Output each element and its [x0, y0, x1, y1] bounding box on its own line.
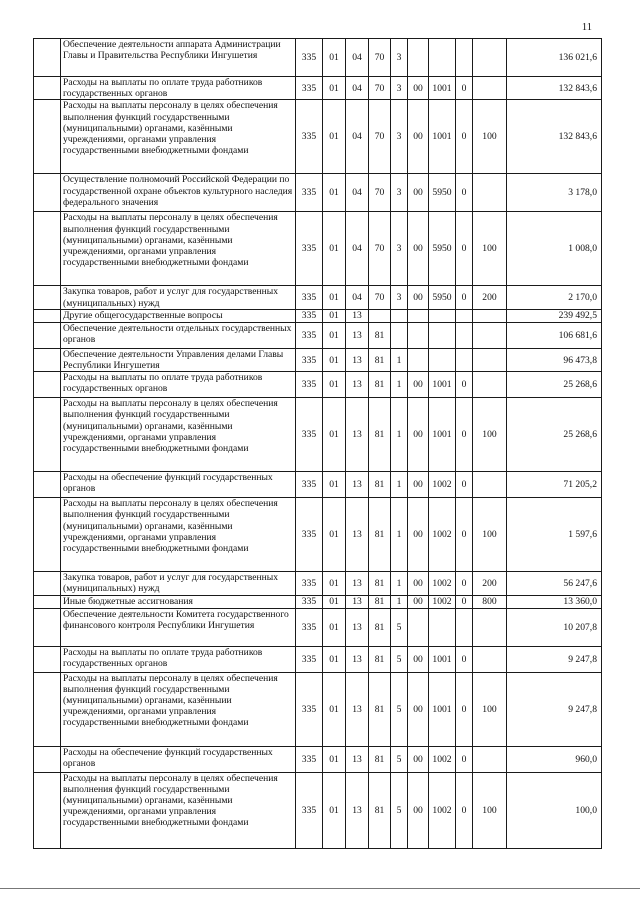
- row-event-code: 00: [408, 77, 429, 100]
- row-direction-code: 1001: [429, 646, 456, 672]
- row-admin-code: 335: [296, 595, 323, 608]
- row-admin-code: 335: [296, 472, 323, 498]
- row-direction-code: 1001: [429, 372, 456, 398]
- row-amount: 96 473,8: [507, 348, 602, 371]
- row-program-code: 81: [369, 595, 391, 608]
- row-amount: 136 021,6: [507, 39, 602, 77]
- budget-table-body: [34, 39, 602, 849]
- row-name: Расходы на выплаты персоналу в целях обеспечения выполнения функций государственными (муниципальными) органами, казёнными учреждениями, органами управления государственными внебюджетными фондами: [61, 498, 296, 572]
- row-extra-code: 0: [456, 100, 473, 174]
- row-blank-cell: [34, 646, 61, 672]
- row-extra-code: [456, 39, 473, 77]
- row-direction-code: 5950: [429, 286, 456, 309]
- row-subsection-code: 13: [346, 498, 369, 572]
- row-section-code: 01: [323, 646, 346, 672]
- row-section-code: 01: [323, 498, 346, 572]
- row-section-code: 01: [323, 572, 346, 595]
- table-row: [34, 672, 602, 746]
- row-subprogram-code: [391, 322, 408, 348]
- row-name: Обеспечение деятельности аппарата Администрации Главы и Правительства Республики Ингушетия: [61, 39, 296, 77]
- row-subsection-code: 13: [346, 472, 369, 498]
- row-blank-cell: [34, 608, 61, 646]
- row-blank-cell: [34, 286, 61, 309]
- row-subprogram-code: 3: [391, 212, 408, 286]
- row-admin-code: 335: [296, 39, 323, 77]
- row-subprogram-code: 1: [391, 572, 408, 595]
- row-subprogram-code: 5: [391, 772, 408, 848]
- row-program-code: 81: [369, 746, 391, 772]
- row-event-code: [408, 322, 429, 348]
- row-subsection-code: 04: [346, 77, 369, 100]
- row-direction-code: [429, 322, 456, 348]
- row-expense-type: [473, 472, 507, 498]
- row-event-code: 00: [408, 174, 429, 212]
- row-amount: 13 360,0: [507, 595, 602, 608]
- table-row: [34, 372, 602, 398]
- row-name: Расходы на выплаты по оплате труда работников государственных органов: [61, 372, 296, 398]
- row-expense-type: 200: [473, 572, 507, 595]
- row-extra-code: 0: [456, 572, 473, 595]
- row-subsection-code: 13: [346, 646, 369, 672]
- row-event-code: 00: [408, 772, 429, 848]
- row-section-code: 01: [323, 77, 346, 100]
- row-direction-code: [429, 608, 456, 646]
- row-section-code: 01: [323, 746, 346, 772]
- row-program-code: 81: [369, 646, 391, 672]
- row-direction-code: 1001: [429, 100, 456, 174]
- row-direction-code: 5950: [429, 212, 456, 286]
- row-program-code: 81: [369, 672, 391, 746]
- row-direction-code: [429, 309, 456, 322]
- row-blank-cell: [34, 498, 61, 572]
- row-blank-cell: [34, 672, 61, 746]
- row-subprogram-code: 3: [391, 77, 408, 100]
- row-blank-cell: [34, 398, 61, 472]
- row-section-code: 01: [323, 174, 346, 212]
- row-name: Осуществление полномочий Российской Федерации по государственной охране объектов культурного наследия федерального значения: [61, 174, 296, 212]
- table-row: [34, 398, 602, 472]
- row-extra-code: 0: [456, 498, 473, 572]
- row-subprogram-code: 1: [391, 472, 408, 498]
- table-row: [34, 646, 602, 672]
- budget-table: [33, 38, 602, 849]
- row-subsection-code: 13: [346, 348, 369, 371]
- row-event-code: 00: [408, 672, 429, 746]
- row-direction-code: 5950: [429, 174, 456, 212]
- row-extra-code: [456, 608, 473, 646]
- row-subsection-code: 04: [346, 39, 369, 77]
- row-program-code: 81: [369, 322, 391, 348]
- row-name: Закупка товаров, работ и услуг для государственных (муниципальных) нужд: [61, 286, 296, 309]
- row-admin-code: 335: [296, 212, 323, 286]
- row-name: Расходы на выплаты персоналу в целях обеспечения выполнения функций государственными (муниципальными) органами, казёнными учреждениями, органами управления государственными внебюджетными фондами: [61, 398, 296, 472]
- row-subsection-code: 13: [346, 398, 369, 472]
- row-program-code: 81: [369, 498, 391, 572]
- row-amount: 106 681,6: [507, 322, 602, 348]
- row-subprogram-code: 3: [391, 174, 408, 212]
- row-direction-code: 1002: [429, 772, 456, 848]
- table-row: [34, 322, 602, 348]
- row-expense-type: [473, 646, 507, 672]
- row-name: Другие общегосударственные вопросы: [61, 309, 296, 322]
- row-program-code: 70: [369, 77, 391, 100]
- row-expense-type: 100: [473, 100, 507, 174]
- row-blank-cell: [34, 746, 61, 772]
- row-admin-code: 335: [296, 77, 323, 100]
- row-section-code: 01: [323, 472, 346, 498]
- row-event-code: 00: [408, 498, 429, 572]
- row-event-code: [408, 608, 429, 646]
- row-expense-type: 100: [473, 398, 507, 472]
- row-program-code: 81: [369, 572, 391, 595]
- table-row: [34, 174, 602, 212]
- row-program-code: 81: [369, 348, 391, 371]
- row-section-code: 01: [323, 348, 346, 371]
- row-section-code: 01: [323, 286, 346, 309]
- row-section-code: 01: [323, 595, 346, 608]
- row-admin-code: 335: [296, 498, 323, 572]
- row-extra-code: 0: [456, 772, 473, 848]
- row-subsection-code: 13: [346, 608, 369, 646]
- row-expense-type: [473, 77, 507, 100]
- row-expense-type: [473, 322, 507, 348]
- row-expense-type: [473, 348, 507, 371]
- row-name: Расходы на выплаты по оплате труда работников государственных органов: [61, 646, 296, 672]
- row-program-code: 81: [369, 608, 391, 646]
- table-row: [34, 746, 602, 772]
- row-subsection-code: 04: [346, 100, 369, 174]
- row-event-code: [408, 309, 429, 322]
- table-row: [34, 212, 602, 286]
- row-name: Расходы на обеспечение функций государственных органов: [61, 472, 296, 498]
- row-expense-type: [473, 174, 507, 212]
- row-admin-code: 335: [296, 322, 323, 348]
- row-subsection-code: 13: [346, 372, 369, 398]
- row-blank-cell: [34, 309, 61, 322]
- row-direction-code: [429, 348, 456, 371]
- row-expense-type: 200: [473, 286, 507, 309]
- row-subsection-code: 13: [346, 595, 369, 608]
- row-program-code: 70: [369, 174, 391, 212]
- row-admin-code: 335: [296, 372, 323, 398]
- row-section-code: 01: [323, 398, 346, 472]
- row-expense-type: 100: [473, 672, 507, 746]
- row-name: Расходы на выплаты персоналу в целях обеспечения выполнения функций государственными (муниципальными) органами, казёнными учреждениями, органами управления государственными внебюджетными фондами: [61, 212, 296, 286]
- row-blank-cell: [34, 322, 61, 348]
- row-amount: 2 170,0: [507, 286, 602, 309]
- row-section-code: 01: [323, 772, 346, 848]
- row-event-code: [408, 348, 429, 371]
- row-extra-code: [456, 309, 473, 322]
- row-subprogram-code: 1: [391, 498, 408, 572]
- row-amount: 71 205,2: [507, 472, 602, 498]
- row-direction-code: 1002: [429, 746, 456, 772]
- row-extra-code: 0: [456, 77, 473, 100]
- row-blank-cell: [34, 77, 61, 100]
- row-subprogram-code: 3: [391, 286, 408, 309]
- row-program-code: [369, 309, 391, 322]
- row-subsection-code: 13: [346, 746, 369, 772]
- row-section-code: 01: [323, 372, 346, 398]
- row-admin-code: 335: [296, 672, 323, 746]
- row-direction-code: [429, 39, 456, 77]
- row-extra-code: 0: [456, 398, 473, 472]
- row-name: Расходы на выплаты по оплате труда работников государственных органов: [61, 77, 296, 100]
- row-amount: 132 843,6: [507, 77, 602, 100]
- row-subsection-code: 04: [346, 286, 369, 309]
- row-program-code: 70: [369, 39, 391, 77]
- row-direction-code: 1001: [429, 398, 456, 472]
- row-extra-code: 0: [456, 646, 473, 672]
- row-extra-code: 0: [456, 174, 473, 212]
- row-blank-cell: [34, 772, 61, 848]
- row-expense-type: [473, 746, 507, 772]
- row-section-code: 01: [323, 39, 346, 77]
- row-amount: 132 843,6: [507, 100, 602, 174]
- row-event-code: 00: [408, 572, 429, 595]
- row-direction-code: 1002: [429, 498, 456, 572]
- row-program-code: 70: [369, 286, 391, 309]
- row-subsection-code: 13: [346, 322, 369, 348]
- row-name: Обеспечение деятельности отдельных государственных органов: [61, 322, 296, 348]
- row-name: Обеспечение деятельности Комитета государственного финансового контроля Республики Ингушетия: [61, 608, 296, 646]
- row-event-code: 00: [408, 212, 429, 286]
- row-subsection-code: 13: [346, 572, 369, 595]
- table-row: [34, 608, 602, 646]
- row-event-code: 00: [408, 646, 429, 672]
- row-amount: 3 178,0: [507, 174, 602, 212]
- row-subprogram-code: 5: [391, 608, 408, 646]
- table-row: [34, 572, 602, 595]
- row-extra-code: 0: [456, 746, 473, 772]
- row-extra-code: 0: [456, 372, 473, 398]
- row-direction-code: 1002: [429, 595, 456, 608]
- row-admin-code: 335: [296, 174, 323, 212]
- row-subsection-code: 04: [346, 212, 369, 286]
- row-section-code: 01: [323, 608, 346, 646]
- row-subprogram-code: 1: [391, 348, 408, 371]
- row-admin-code: 335: [296, 286, 323, 309]
- table-row: [34, 100, 602, 174]
- row-amount: 9 247,8: [507, 646, 602, 672]
- row-extra-code: 0: [456, 595, 473, 608]
- row-amount: 1 008,0: [507, 212, 602, 286]
- row-program-code: 70: [369, 100, 391, 174]
- table-row: [34, 472, 602, 498]
- table-row: [34, 286, 602, 309]
- row-event-code: 00: [408, 100, 429, 174]
- row-admin-code: 335: [296, 572, 323, 595]
- row-amount: 25 268,6: [507, 372, 602, 398]
- row-program-code: 70: [369, 212, 391, 286]
- row-blank-cell: [34, 372, 61, 398]
- table-row: [34, 595, 602, 608]
- row-blank-cell: [34, 595, 61, 608]
- row-admin-code: 335: [296, 772, 323, 848]
- table-row: [34, 772, 602, 848]
- row-extra-code: 0: [456, 286, 473, 309]
- row-amount: 100,0: [507, 772, 602, 848]
- row-program-code: 81: [369, 372, 391, 398]
- row-expense-type: 800: [473, 595, 507, 608]
- row-subprogram-code: 5: [391, 672, 408, 746]
- row-subprogram-code: 1: [391, 398, 408, 472]
- row-amount: 25 268,6: [507, 398, 602, 472]
- table-row: [34, 498, 602, 572]
- row-admin-code: 335: [296, 646, 323, 672]
- row-extra-code: [456, 348, 473, 371]
- table-row: [34, 309, 602, 322]
- row-amount: 10 207,8: [507, 608, 602, 646]
- row-event-code: 00: [408, 286, 429, 309]
- row-event-code: 00: [408, 398, 429, 472]
- row-subsection-code: 13: [346, 672, 369, 746]
- row-amount: 9 247,8: [507, 672, 602, 746]
- row-direction-code: 1001: [429, 77, 456, 100]
- bottom-rule: [0, 888, 640, 889]
- row-admin-code: 335: [296, 309, 323, 322]
- row-expense-type: 100: [473, 212, 507, 286]
- row-section-code: 01: [323, 100, 346, 174]
- row-amount: 960,0: [507, 746, 602, 772]
- row-blank-cell: [34, 100, 61, 174]
- row-amount: 56 247,6: [507, 572, 602, 595]
- row-name: Обеспечение деятельности Управления делами Главы Республики Ингушетия: [61, 348, 296, 371]
- row-program-code: 81: [369, 772, 391, 848]
- row-expense-type: [473, 608, 507, 646]
- table-row: [34, 77, 602, 100]
- row-extra-code: 0: [456, 212, 473, 286]
- row-subprogram-code: 3: [391, 100, 408, 174]
- row-name: Расходы на выплаты персоналу в целях обеспечения выполнения функций государственными (муниципальными) органами, казённыии учреждениями, органами управления государственными внебюджетными фондами: [61, 672, 296, 746]
- row-admin-code: 335: [296, 100, 323, 174]
- row-event-code: 00: [408, 746, 429, 772]
- page-number: 11: [581, 22, 592, 33]
- row-event-code: 00: [408, 595, 429, 608]
- row-direction-code: 1002: [429, 572, 456, 595]
- row-direction-code: 1002: [429, 472, 456, 498]
- row-subprogram-code: 1: [391, 595, 408, 608]
- row-event-code: 00: [408, 472, 429, 498]
- row-event-code: [408, 39, 429, 77]
- row-admin-code: 335: [296, 608, 323, 646]
- row-name: Расходы на обеспечение функций государственных органов: [61, 746, 296, 772]
- row-section-code: 01: [323, 672, 346, 746]
- row-section-code: 01: [323, 322, 346, 348]
- row-name: Иные бюджетные ассигнования: [61, 595, 296, 608]
- table-row: [34, 348, 602, 371]
- row-expense-type: [473, 372, 507, 398]
- row-extra-code: 0: [456, 672, 473, 746]
- row-name: Расходы на выплаты персоналу в целях обеспечения выполнения функций государственными (муниципальными) органами, казёнными учреждениями, органами управления государственными внебюджетными фондами: [61, 100, 296, 174]
- row-expense-type: [473, 309, 507, 322]
- row-expense-type: [473, 39, 507, 77]
- row-admin-code: 335: [296, 746, 323, 772]
- row-subprogram-code: 5: [391, 646, 408, 672]
- row-subprogram-code: 3: [391, 39, 408, 77]
- row-subsection-code: 13: [346, 309, 369, 322]
- row-program-code: 81: [369, 398, 391, 472]
- row-section-code: 01: [323, 212, 346, 286]
- row-blank-cell: [34, 39, 61, 77]
- row-direction-code: 1001: [429, 672, 456, 746]
- table-row: [34, 39, 602, 77]
- row-admin-code: 335: [296, 398, 323, 472]
- row-blank-cell: [34, 472, 61, 498]
- row-blank-cell: [34, 572, 61, 595]
- row-amount: 1 597,6: [507, 498, 602, 572]
- row-blank-cell: [34, 348, 61, 371]
- row-program-code: 81: [369, 472, 391, 498]
- row-subsection-code: 04: [346, 174, 369, 212]
- row-subprogram-code: [391, 309, 408, 322]
- row-blank-cell: [34, 212, 61, 286]
- row-name: Расходы на выплаты персоналу в целях обеспечения выполнения функций государственными (муниципальными) органами, казёнными учреждениями, органами управления государственными внебюджетными фондами: [61, 772, 296, 848]
- row-section-code: 01: [323, 309, 346, 322]
- row-expense-type: 100: [473, 772, 507, 848]
- row-expense-type: 100: [473, 498, 507, 572]
- row-name: Закупка товаров, работ и услуг для государственных (муниципальных) нужд: [61, 572, 296, 595]
- row-subprogram-code: 1: [391, 372, 408, 398]
- row-admin-code: 335: [296, 348, 323, 371]
- row-subsection-code: 13: [346, 772, 369, 848]
- row-event-code: 00: [408, 372, 429, 398]
- row-blank-cell: [34, 174, 61, 212]
- row-extra-code: 0: [456, 472, 473, 498]
- row-extra-code: [456, 322, 473, 348]
- row-amount: 239 492,5: [507, 309, 602, 322]
- row-subprogram-code: 5: [391, 746, 408, 772]
